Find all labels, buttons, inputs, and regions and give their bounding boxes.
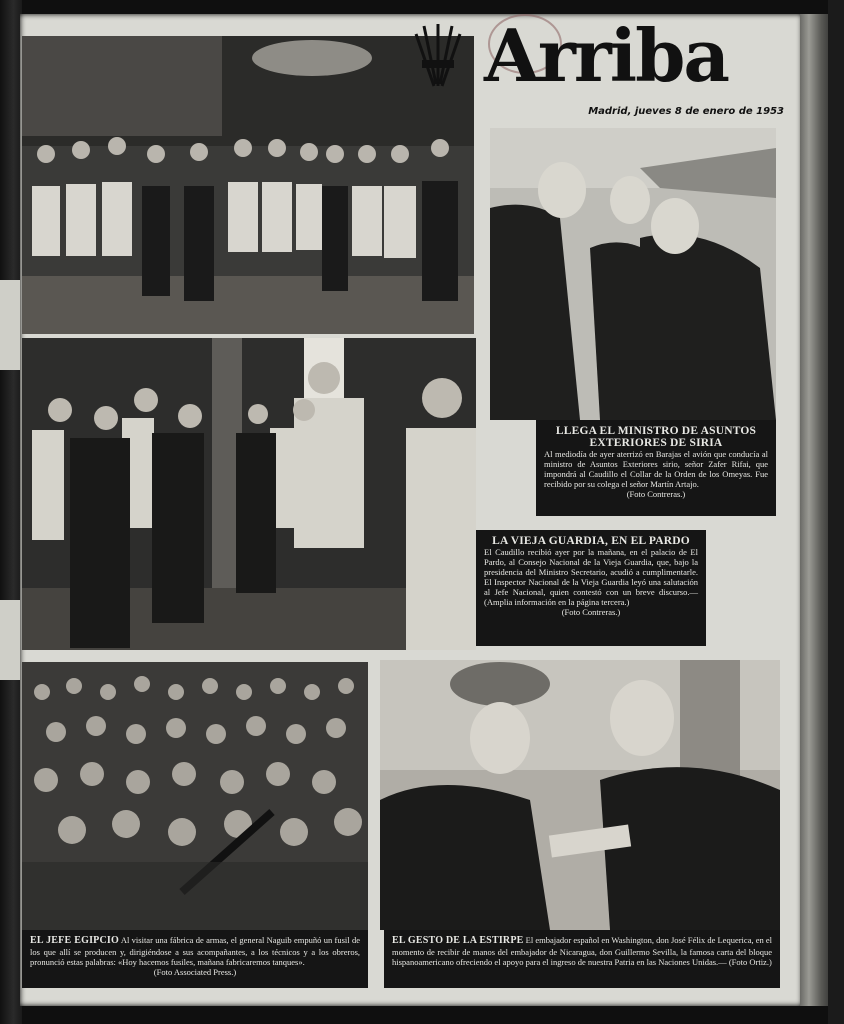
caption-egipcio-credit: (Foto Associated Press.) <box>153 967 237 977</box>
photo-egyptian-crowd <box>22 662 368 930</box>
issue-date: Madrid, jueves 8 de enero de 1953 <box>588 106 784 117</box>
binding-shadow <box>828 0 844 1024</box>
caption-vieja-guardia-credit: (Foto Contreras.) <box>561 607 621 617</box>
caption-vieja-guardia-body: El Caudillo recibió ayer por la mañana, en el palacio de El Pardo, al Consejo Nacional de la Vieja Guardia, que, bajo la presidencia del Ministro Secretario, acudió a cumplimentarle. El Inspector Nacional de la Vieja Guardia leyó una salutación al Jefe Nacional, quien contestó con un breve discurso.—(Amplia información en la página tercera.) <box>484 547 698 607</box>
caption-egipcio-body: Al visitar una fábrica de armas, el general Naguib empuñó un fusil de los que allí se producen y, dirigiéndose a sus acompañantes, a los técnicos y a los obreros, pronunció estas palabras: «Hoy hacemos fusiles, mañana fabricaremos tanques». <box>30 935 360 967</box>
caption-siria-credit: (Foto Contreras.) <box>626 489 686 499</box>
photo-vieja-guardia <box>22 338 476 650</box>
newspaper-title: Arriba <box>484 13 729 98</box>
caption-estirpe-headline: EL GESTO DE LA ESTIRPE <box>392 935 524 946</box>
masthead <box>468 14 798 124</box>
caption-estirpe <box>384 930 780 988</box>
caption-egipcio-headline: EL JEFE EGIPCIO <box>30 935 119 946</box>
caption-egipcio <box>22 930 368 988</box>
yoke-arrows-emblem-icon <box>410 16 466 96</box>
photo-ambassadors <box>380 660 780 930</box>
book-spine <box>800 14 830 1006</box>
caption-siria <box>536 420 776 516</box>
caption-estirpe-body: El embajador español en Washington, don José Félix de Lequerica, en el momento de recibir de manos del embajador de Nicaragua, don Guillermo Sevilla, la famosa carta del bloque hispanoamericano ofreciendo el apoyo para el ingreso de nuestra Patria en las Naciones Unidas.— <box>392 935 773 967</box>
caption-estirpe-credit: (Foto Ortiz.) <box>728 957 772 967</box>
caption-siria-body: Al mediodía de ayer aterrizó en Barajas el avión que conducía al ministro de Asuntos Exteriores sirio, señor Zafer Rifai, que impondrá al Caudillo el Collar de la Orden de los Omeyas. Fue recibido por su colega el señor Martín Artajo. <box>544 449 768 489</box>
caption-siria-headline: LLEGA EL MINISTRO DE ASUNTOS EXTERIORES DE SIRIA <box>555 425 757 449</box>
photo-syrian-minister <box>490 128 776 420</box>
adjacent-page-edge <box>0 0 22 1024</box>
caption-vieja-guardia <box>476 530 706 646</box>
photo-reception-group <box>22 36 474 334</box>
caption-vieja-guardia-headline: LA VIEJA GUARDIA, EN EL PARDO <box>492 535 690 547</box>
